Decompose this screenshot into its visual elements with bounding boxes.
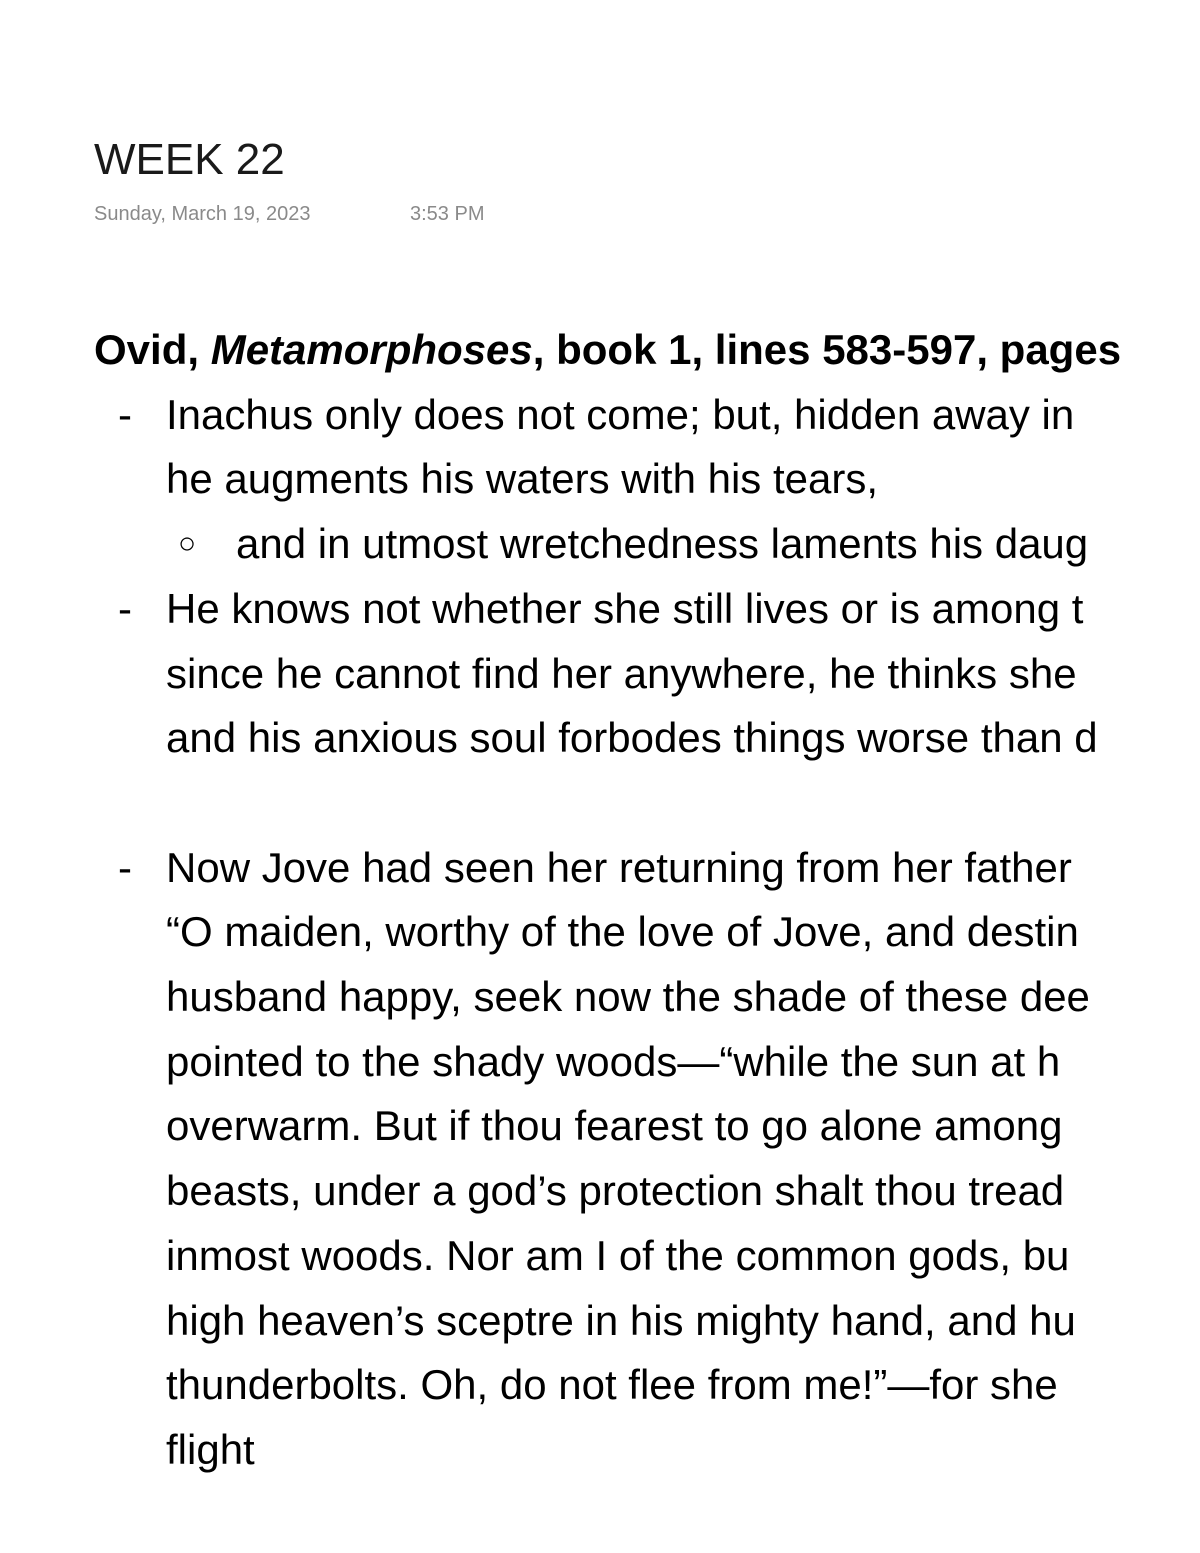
bullet-line: flight [166, 1425, 255, 1473]
bullet-item [94, 836, 1200, 1483]
bullet-line: He knows not whether she still lives or is among t [166, 584, 1084, 632]
note-content [94, 318, 1200, 1473]
bullet-line: thunderbolts. Oh, do not flee from me!”—for she [166, 1361, 1058, 1409]
reading-heading [94, 318, 1200, 383]
bullet-item [94, 383, 1200, 577]
sub-bullet-item [94, 512, 1200, 577]
bullet-line: and his anxious soul forbodes things worse than d [166, 714, 1098, 762]
heading-work-title: Metamorphoses [210, 326, 533, 373]
bullet-line: he augments his waters with his tears, [166, 455, 878, 503]
bullet-line: Now Jove had seen her returning from her father [166, 843, 1072, 891]
bullet-line: Inachus only does not come; but, hidden away in [166, 390, 1075, 438]
bullet-line: high heaven’s sceptre in his mighty hand, and hu [166, 1296, 1076, 1344]
heading-author: Ovid, [94, 326, 211, 373]
dash-marker: - [118, 390, 132, 438]
bullet-item [94, 577, 1200, 771]
page-time: 3:53 PM [410, 203, 485, 225]
heading-reference: , book 1, lines 583-597, pages [532, 326, 1122, 373]
page-title: WEEK 22 [94, 135, 285, 184]
bullet-line: beasts, under a god’s protection shalt thou tread [166, 1167, 1065, 1215]
bullet-line: pointed to the shady woods—“while the sun at h [166, 1037, 1061, 1085]
page-date: Sunday, March 19, 2023 [94, 203, 311, 225]
blank-line [94, 771, 1200, 836]
bullet-line: overwarm. But if thou fearest to go alone among [166, 1102, 1063, 1150]
circle-bullet-icon: ○ [178, 527, 197, 561]
bullet-line: “O maiden, worthy of the love of Jove, and destin [166, 908, 1079, 956]
sub-bullet-line: and in utmost wretchedness laments his daug [236, 520, 1089, 568]
dash-marker: - [118, 843, 132, 891]
bullet-line: since he cannot find her anywhere, he thinks she [166, 649, 1077, 697]
dash-marker: - [118, 584, 132, 632]
bullet-line: husband happy, seek now the shade of these dee [166, 973, 1090, 1021]
bullet-line: inmost woods. Nor am I of the common gods, bu [166, 1231, 1070, 1279]
